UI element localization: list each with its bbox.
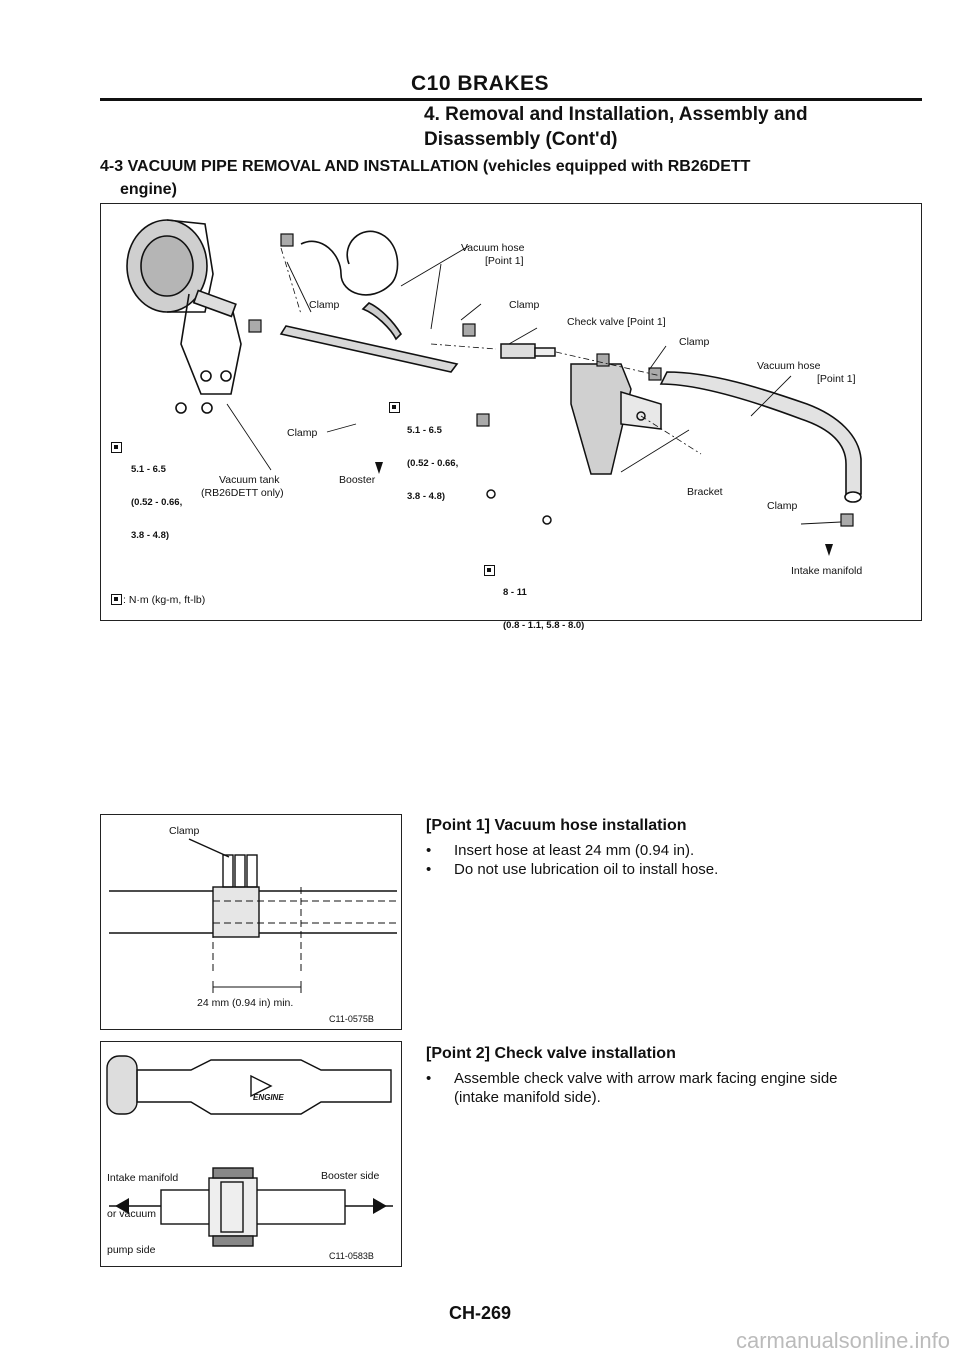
list-item [426,841,906,860]
point2-bullets [426,1069,926,1107]
figure-code-0575: C11-0575B [329,1014,374,1024]
arrow-down-icon [375,462,383,474]
label-vacuum-hose-right: Vacuum hose [757,360,821,372]
watermark: carmanualsonline.info [735,1328,950,1353]
point2-bullet-1 [454,1069,838,1107]
page-header-title: C10 BRAKES [410,72,550,95]
check-valve-figure [100,1041,402,1267]
hose-installation-figure [100,814,402,1030]
point1-bullets [426,841,906,879]
point1-bullet-1: Insert hose at least 24 mm (0.94 in). [454,842,695,859]
bullet-dot: • [426,842,432,859]
torque-icon [111,442,122,453]
torque-bracket-line-2: (0.8 - 1.1, 5.8 - 8.0) [503,620,585,631]
torque-icon [484,565,495,576]
label-clamp-middle: Clamp [509,299,540,311]
label-clamp-top-left: Clamp [309,299,340,311]
vacuum-pipe-figure [100,203,922,631]
label-intake-side-line-1: Intake manifold [107,1172,179,1184]
label-vacuum-tank: Vacuum tank [219,474,280,486]
label-point1-right: [Point 1] [817,373,856,385]
section-title-line-2: Disassembly (Cont'd) [424,129,618,150]
arrow-right-icon [373,1198,387,1214]
subsection-title-line-1: 4-3 VACUUM PIPE REMOVAL AND INSTALLATION (vehicles equipped with RB26DETT [100,158,751,175]
torque-unit-legend: : N·m (kg-m, ft-lb) [123,594,206,606]
section-title [424,102,924,152]
torque-center-line-2: (0.52 - 0.66, [407,458,459,469]
label-clamp-right: Clamp [679,336,710,348]
bullet-dot: • [426,1070,432,1087]
subsection-title [100,155,900,201]
point2-bullet-1-line-1: Assemble check valve with arrow mark facing engine side [454,1070,838,1087]
torque-left [131,442,182,563]
torque-icon [389,402,400,413]
point2-title: [Point 2] Check valve installation [426,1045,676,1062]
label-rb26dett-only: (RB26DETT only) [201,487,284,499]
point1-title: [Point 1] Vacuum hose installation [426,817,687,834]
point1-bullet-2: Do not use lubrication oil to install hose. [454,861,719,878]
list-item [426,1069,926,1107]
label-booster-side: Booster side [321,1170,380,1182]
header-rule [100,98,922,101]
dimension-24mm: 24 mm (0.94 in) min. [197,997,294,1009]
subsection-title-line-2: engine) [120,181,177,198]
torque-left-line-3: 3.8 - 4.8) [131,530,170,541]
label-clamp-bottom-right: Clamp [767,500,798,512]
label-clamp-lower-mid: Clamp [287,427,318,439]
label-intake-side-line-2: or vacuum [107,1208,157,1220]
label-check-valve: Check valve [Point 1] [567,316,666,328]
torque-bracket [503,565,584,653]
torque-center [407,403,458,524]
engine-arrow-mark: ENGINE [253,1093,284,1102]
label-bracket: Bracket [687,486,723,498]
label-point1-top: [Point 1] [485,255,524,267]
label-vacuum-hose-top: Vacuum hose [461,242,525,254]
bullet-dot: • [426,861,432,878]
page-number: CH-269 [448,1303,512,1323]
torque-center-line-3: 3.8 - 4.8) [407,491,446,502]
torque-left-line-2: (0.52 - 0.66, [131,497,183,508]
point2-bullet-1-line-2: (intake manifold side). [454,1089,601,1106]
label-intake-side [107,1148,178,1280]
label-booster: Booster [339,474,376,486]
torque-center-line-1: 5.1 - 6.5 [407,425,442,436]
label-intake-manifold: Intake manifold [791,565,863,577]
figure-code-0583: C11-0583B [329,1251,374,1261]
section-title-line-1: 4. Removal and Installation, Assembly and [424,104,808,125]
label-clamp-fig2: Clamp [169,825,200,837]
torque-left-line-1: 5.1 - 6.5 [131,464,166,475]
label-intake-side-line-3: pump side [107,1244,156,1256]
torque-bracket-line-1: 8 - 11 [503,587,527,598]
torque-legend-icon [111,594,122,605]
list-item [426,860,906,879]
